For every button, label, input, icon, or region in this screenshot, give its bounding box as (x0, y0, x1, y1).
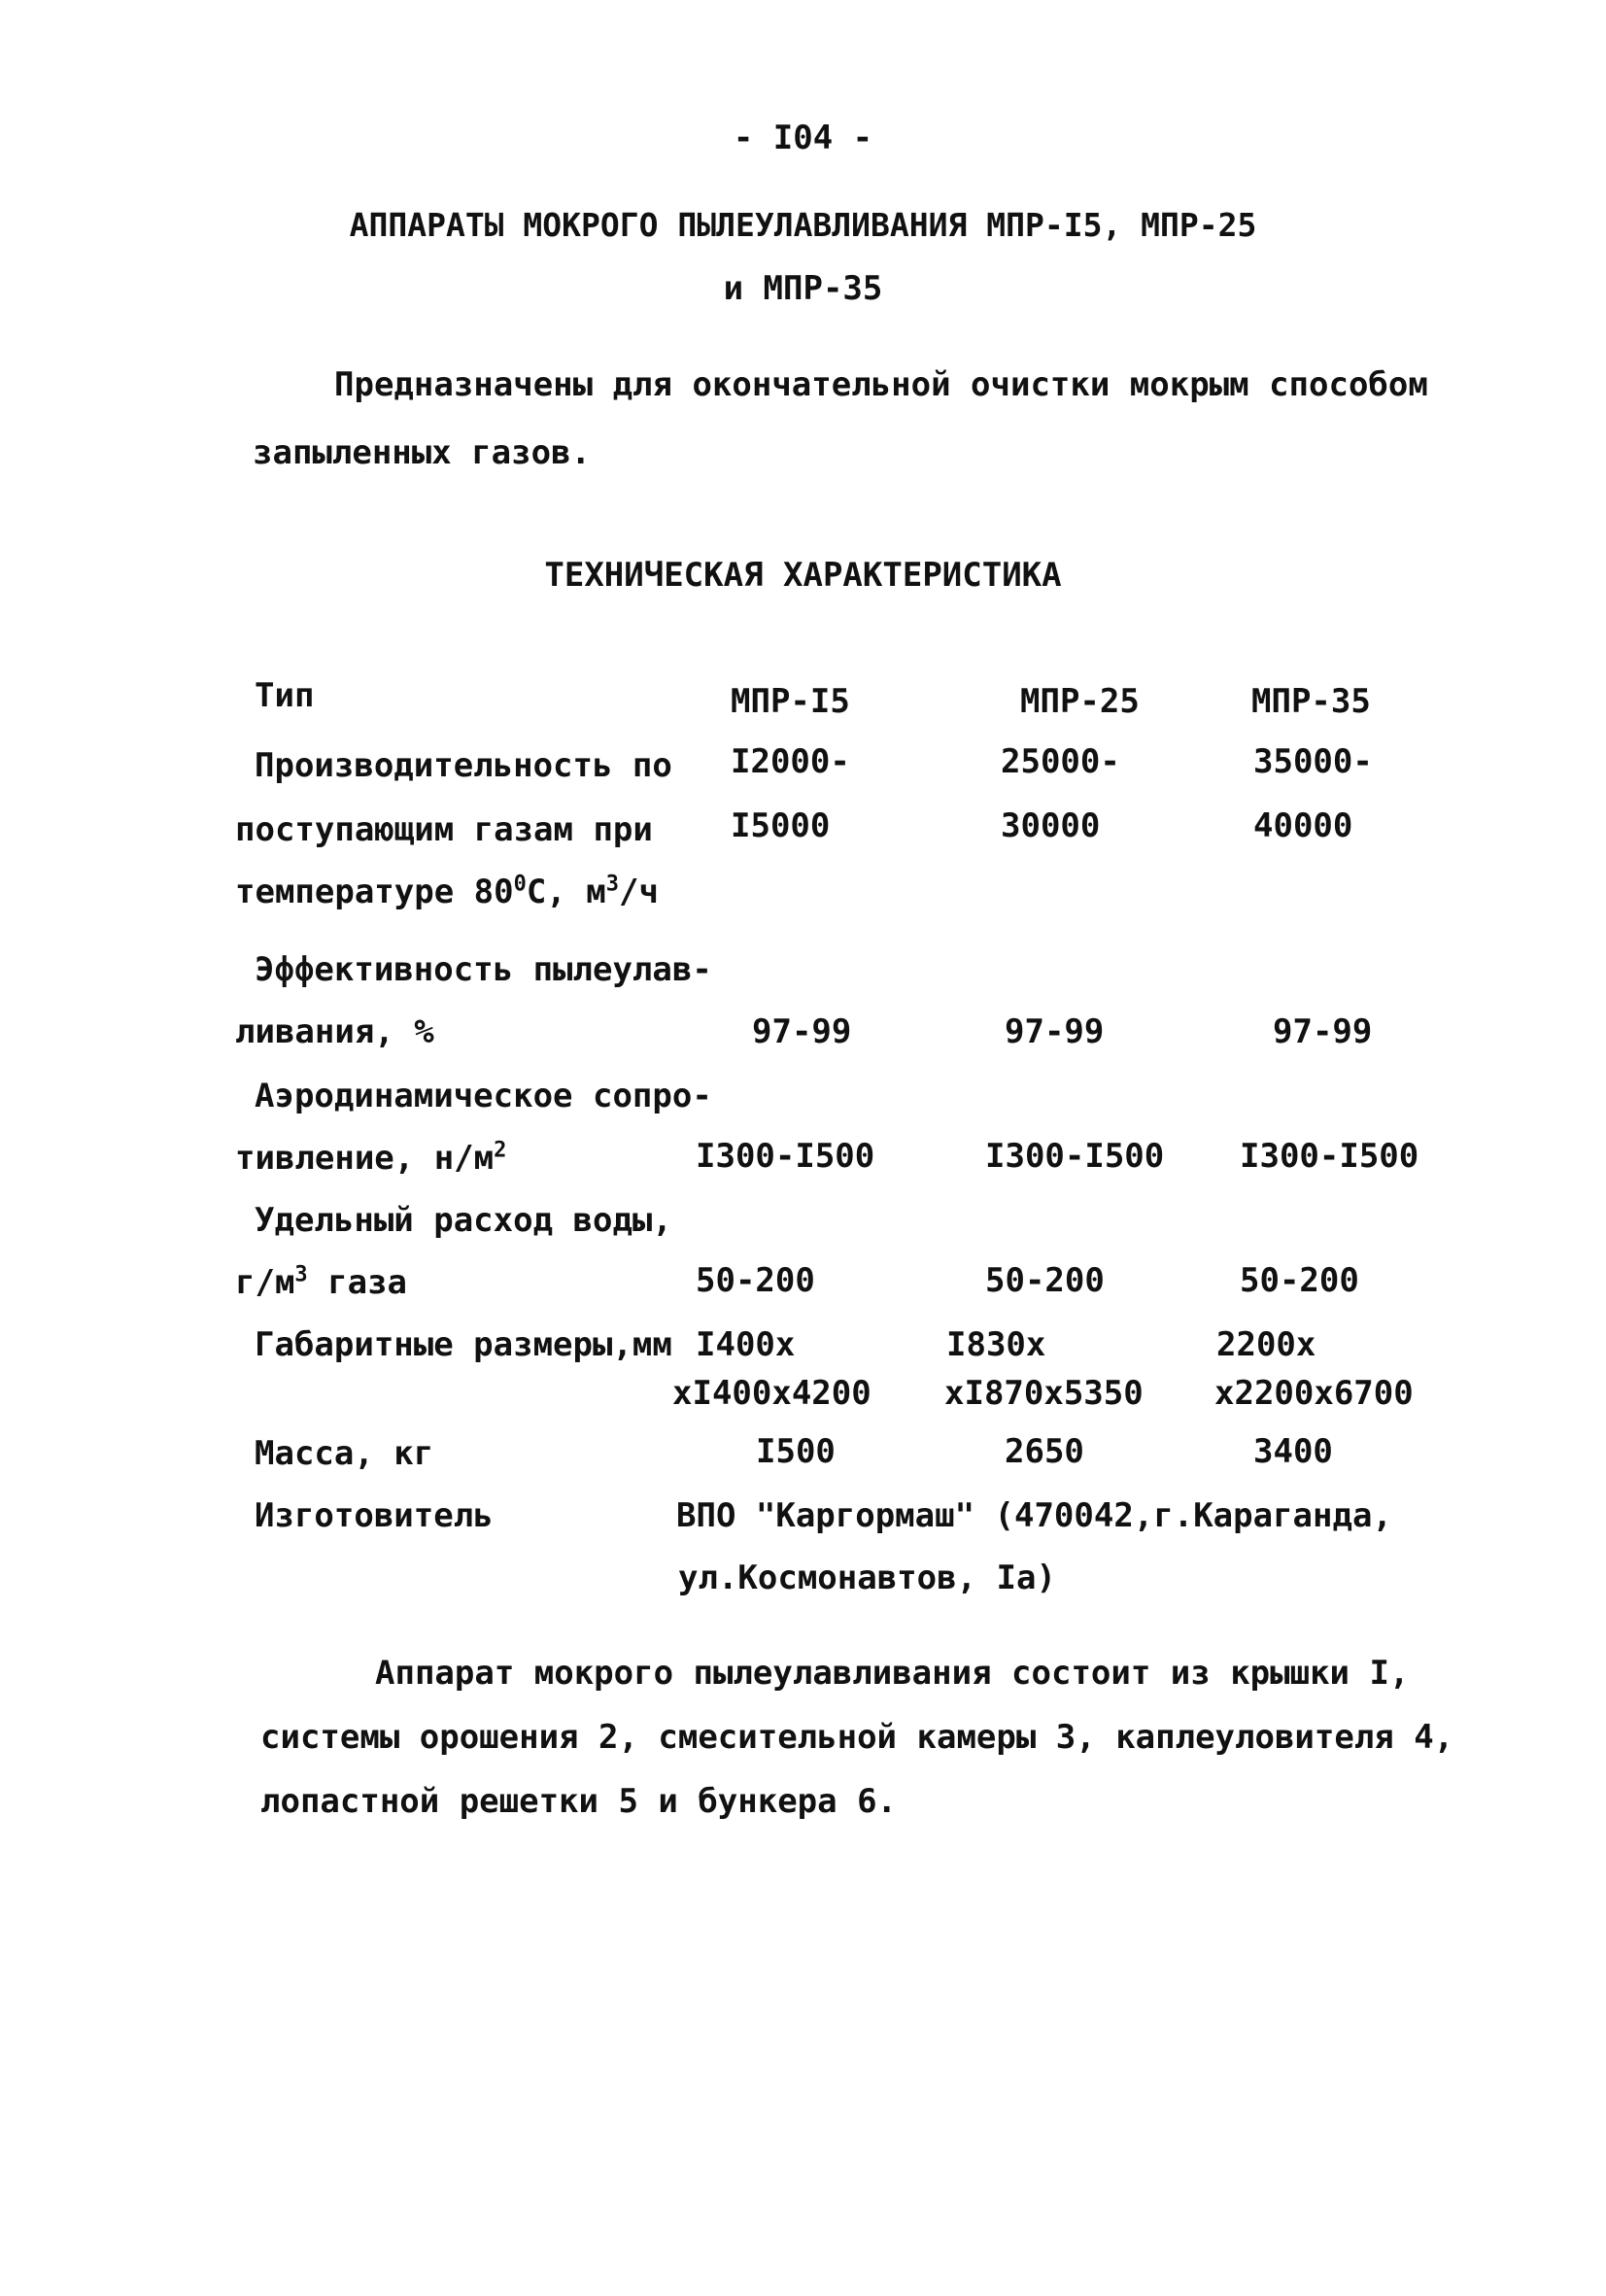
capacity-label-2: поступающим газам при (235, 810, 653, 849)
mass-label: Масса, кг (255, 1434, 434, 1473)
dimensions-value-3-line-2: х2200х6700 (1214, 1374, 1414, 1413)
mass-value-2: 2650 (1005, 1432, 1084, 1471)
dimensions-value-3-line-1: 2200х (1216, 1325, 1316, 1364)
water-value-1: 50-200 (696, 1261, 815, 1300)
resistance-label-1: Аэродинамическое сопро- (255, 1077, 712, 1115)
intro-line-2: запыленных газов. (253, 433, 591, 472)
model-1: МПР-I5 (731, 682, 850, 721)
type-label: Тип (255, 676, 315, 715)
manufacturer-label: Изготовитель (255, 1496, 494, 1535)
water-value-2: 50-200 (985, 1261, 1105, 1300)
description-line-1: Аппарат мокрого пылеулавливания состоит из крышки I, (375, 1654, 1410, 1693)
mass-value-3: 3400 (1253, 1432, 1333, 1471)
description-line-2: системы орошения 2, смесительной камеры 3, каплеуловителя 4, (260, 1718, 1454, 1757)
resistance-value-1: I300-I500 (696, 1137, 875, 1176)
efficiency-value-1: 97-99 (752, 1012, 852, 1051)
page-number: - I04 - (733, 119, 873, 157)
manufacturer-line-2: ул.Космонавтов, Iа) (678, 1559, 1056, 1597)
resistance-value-2: I300-I500 (985, 1137, 1165, 1176)
dimensions-label: Габаритные размеры,мм (255, 1325, 672, 1364)
capacity-value-2-to: 30000 (1001, 806, 1101, 845)
water-label-1: Удельный расход воды, (255, 1201, 672, 1240)
resistance-value-3: I300-I500 (1240, 1137, 1419, 1176)
capacity-value-3-from: 35000- (1253, 742, 1373, 781)
efficiency-value-2: 97-99 (1005, 1012, 1105, 1051)
efficiency-label-2: ливания, % (235, 1012, 434, 1051)
section-title: ТЕХНИЧЕСКАЯ ХАРАКТЕРИСТИКА (544, 556, 1062, 595)
dimensions-value-1-line-2: хI400х4200 (672, 1374, 871, 1413)
capacity-value-2-from: 25000- (1001, 742, 1120, 781)
capacity-value-1-to: I5000 (731, 806, 831, 845)
document-title-line-1: АППАРАТЫ МОКРОГО ПЫЛЕУЛАВЛИВАНИЯ МПР-I5, МПР-25 (349, 206, 1257, 244)
capacity-value-3-to: 40000 (1253, 806, 1353, 845)
dimensions-value-1-line-1: I400х (696, 1325, 796, 1364)
capacity-label-1: Производительность по (255, 746, 672, 785)
description-line-3: лопастной решетки 5 и бункера 6. (260, 1782, 898, 1821)
efficiency-label-1: Эффективность пылеулав- (255, 950, 712, 989)
mass-value-1: I500 (756, 1432, 836, 1471)
capacity-label-3: температуре $80^0С$, $м^3/ч$ (235, 872, 659, 911)
resistance-label-2: тивление, $н/м^2$ (235, 1138, 507, 1178)
water-label-2: $г/м^3$ газа (235, 1262, 408, 1302)
efficiency-value-3: 97-99 (1273, 1012, 1373, 1051)
dimensions-value-2-line-2: хI870х5350 (944, 1374, 1144, 1413)
manufacturer-line-1: ВПО "Каргормаш" (470042,г.Караганда, (676, 1496, 1392, 1535)
dimensions-value-2-line-1: I830х (946, 1325, 1046, 1364)
document-title-line-2: и МПР-35 (723, 269, 883, 308)
intro-line-1: Предназначены для окончательной очистки мокрым способом (334, 365, 1428, 404)
model-2: МПР-25 (1020, 682, 1140, 721)
capacity-value-1-from: I2000- (731, 742, 850, 781)
model-3: МПР-35 (1251, 682, 1371, 721)
water-value-3: 50-200 (1240, 1261, 1359, 1300)
